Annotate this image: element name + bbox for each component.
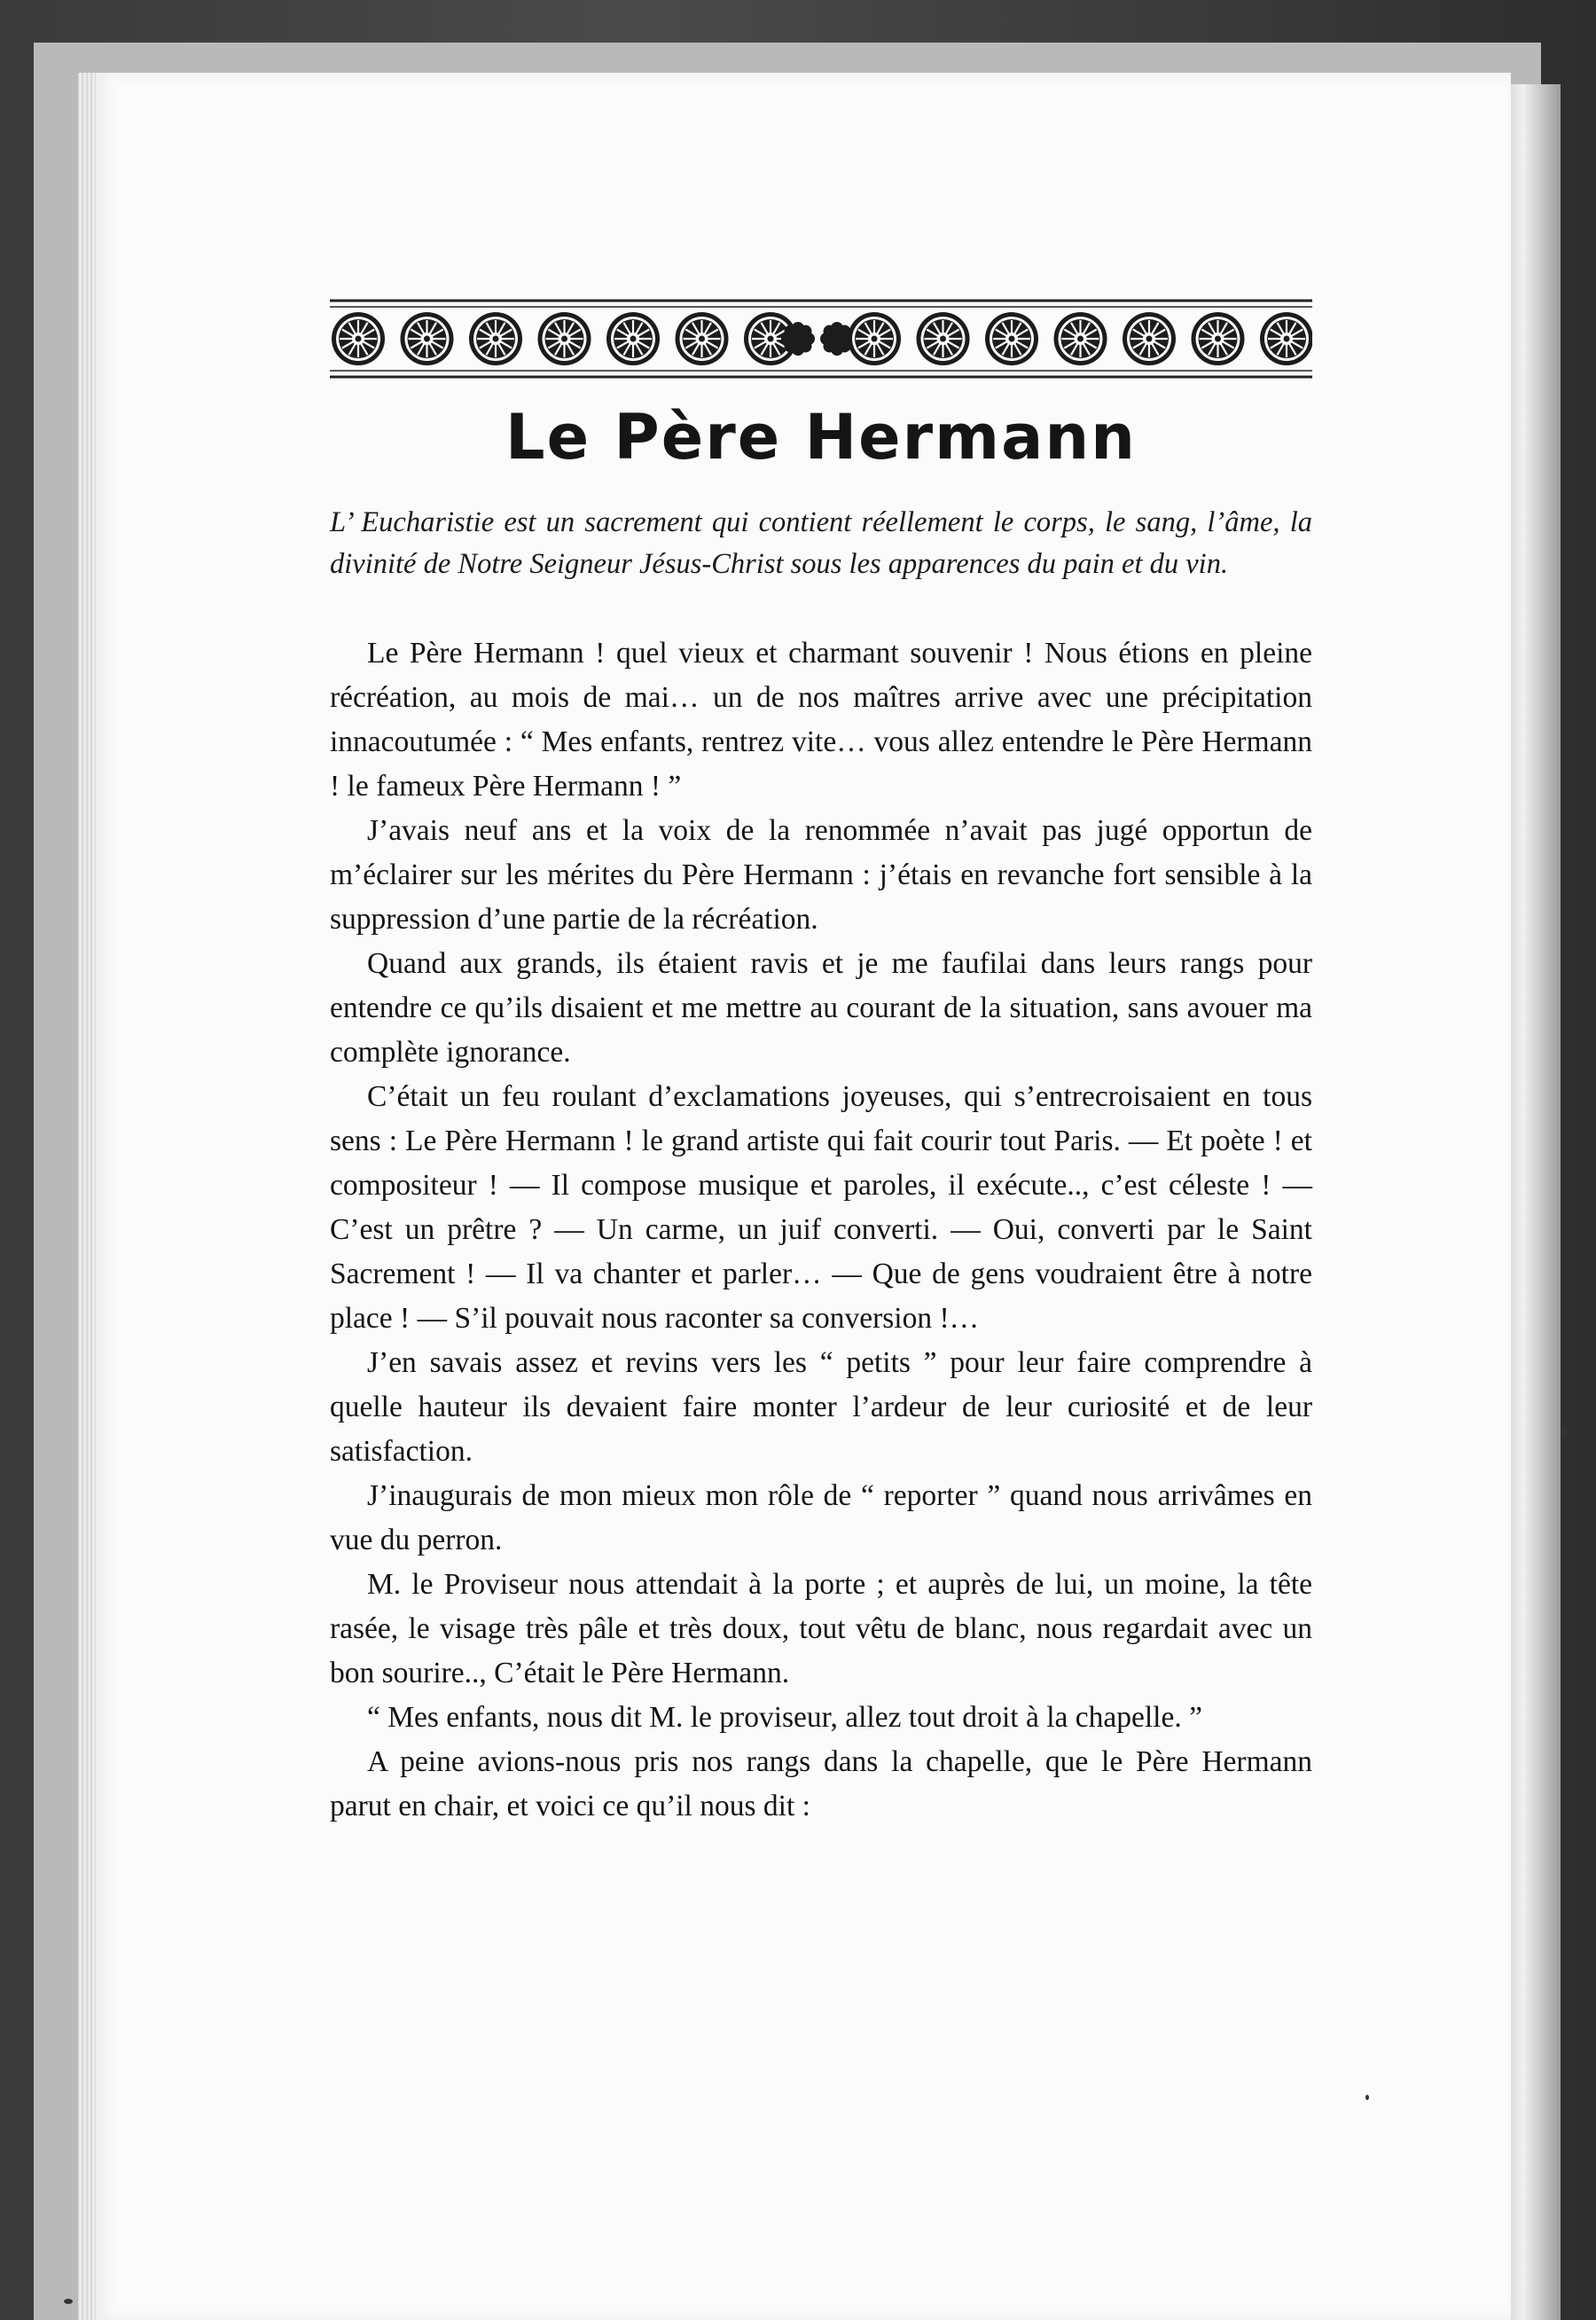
rosette-ornament bbox=[917, 312, 970, 365]
scan-speck bbox=[1562, 1428, 1569, 1436]
rosette-ornament bbox=[1192, 312, 1245, 365]
rosette-ornament bbox=[606, 312, 660, 365]
scan-speck bbox=[64, 2299, 73, 2304]
rosette-ornament bbox=[985, 312, 1038, 365]
paragraph: J’en savais assez et revins vers les “ petits ” pour leur faire comprendre à quelle hauteur ils devaient faire monter l’ardeur de leur curiosité et de leur satisfaction. bbox=[330, 1346, 1312, 1468]
rosette-ornament bbox=[1123, 312, 1176, 365]
rosette-ornament bbox=[676, 312, 729, 365]
paragraph: Le Père Hermann ! quel vieux et charmant souvenir ! Nous étions en pleine récréation, au mois de mai… un de nos maîtres arrive avec une précipitation innacoutumée : “ Mes enfants, rentrez vite… vous allez entendre le Père Hermann ! le fameux Père Hermann ! ” bbox=[330, 637, 1312, 803]
rosette-ornament bbox=[332, 312, 385, 365]
page-title: Le Père Hermann bbox=[505, 401, 1138, 474]
scan-speck bbox=[1365, 2095, 1369, 2100]
rosette-ornament bbox=[538, 312, 591, 365]
paragraph: Quand aux grands, ils étaient ravis et je me faufilai dans leurs rangs pour entendre ce qu’ils disaient et me mettre au courant de la situation, sans avouer ma complète ignorance. bbox=[330, 947, 1312, 1069]
page-stack-edge-left bbox=[78, 73, 98, 2320]
rosette-ornament bbox=[1260, 312, 1312, 365]
body-text bbox=[330, 631, 1312, 1829]
rosette-ornament bbox=[401, 312, 454, 365]
paragraph: J’inaugurais de mon mieux mon rôle de “ reporter ” quand nous arrivâmes en vue du perron. bbox=[330, 1479, 1312, 1556]
epigraph: L’ Eucharistie est un sacrement qui contient réellement le corps, le sang, l’âme, la divinité de Notre Seigneur Jésus-Christ sous les apparences du pain et du vin. bbox=[330, 506, 1312, 580]
rosette-ornament bbox=[1054, 312, 1107, 365]
paragraph: M. le Proviseur nous attendait à la porte ; et auprès de lui, un moine, la tête rasée, le visage très pâle et très doux, tout vêtu de blanc, nous regardait avec un bon sourire.., C’était le Père Hermann. bbox=[330, 1568, 1312, 1689]
paragraph: “ Mes enfants, nous dit M. le proviseur, allez tout droit à la chapelle. ” bbox=[367, 1701, 1202, 1734]
rosette-ornament bbox=[469, 312, 522, 365]
rosette-ornament bbox=[848, 312, 901, 365]
paragraph: J’avais neuf ans et la voix de la renommée n’avait pas jugé opportun de m’éclairer sur les mérites du Père Hermann : j’étais en revanche fort sensible à la suppression d’une partie de la récréation. bbox=[330, 814, 1312, 936]
paragraph: C’était un feu roulant d’exclamations joyeuses, qui s’entrecroisaient en tous sens : Le Père Hermann ! le grand artiste qui fait courir tout Paris. — Et poète ! et compositeur ! — Il compose musique et paroles, il exécute.., c’est céleste ! — C’est un prêtre ? — Un carme, un juif converti. — Oui, converti par le Saint Sacrement ! — Il va chanter et parler… — Que de gens voudraient être à notre place ! — S’il pouvait nous raconter sa conversion !… bbox=[330, 1080, 1312, 1335]
rosette-frieze bbox=[330, 298, 1312, 380]
page-stack-edge-right bbox=[1507, 84, 1561, 2320]
paragraph: A peine avions-nous pris nos rangs dans la chapelle, que le Père Hermann parut en chair, et voici ce qu’il nous dit : bbox=[330, 1745, 1312, 1822]
decorative-border-ornament bbox=[330, 298, 1312, 380]
flower-ornament bbox=[781, 322, 815, 356]
